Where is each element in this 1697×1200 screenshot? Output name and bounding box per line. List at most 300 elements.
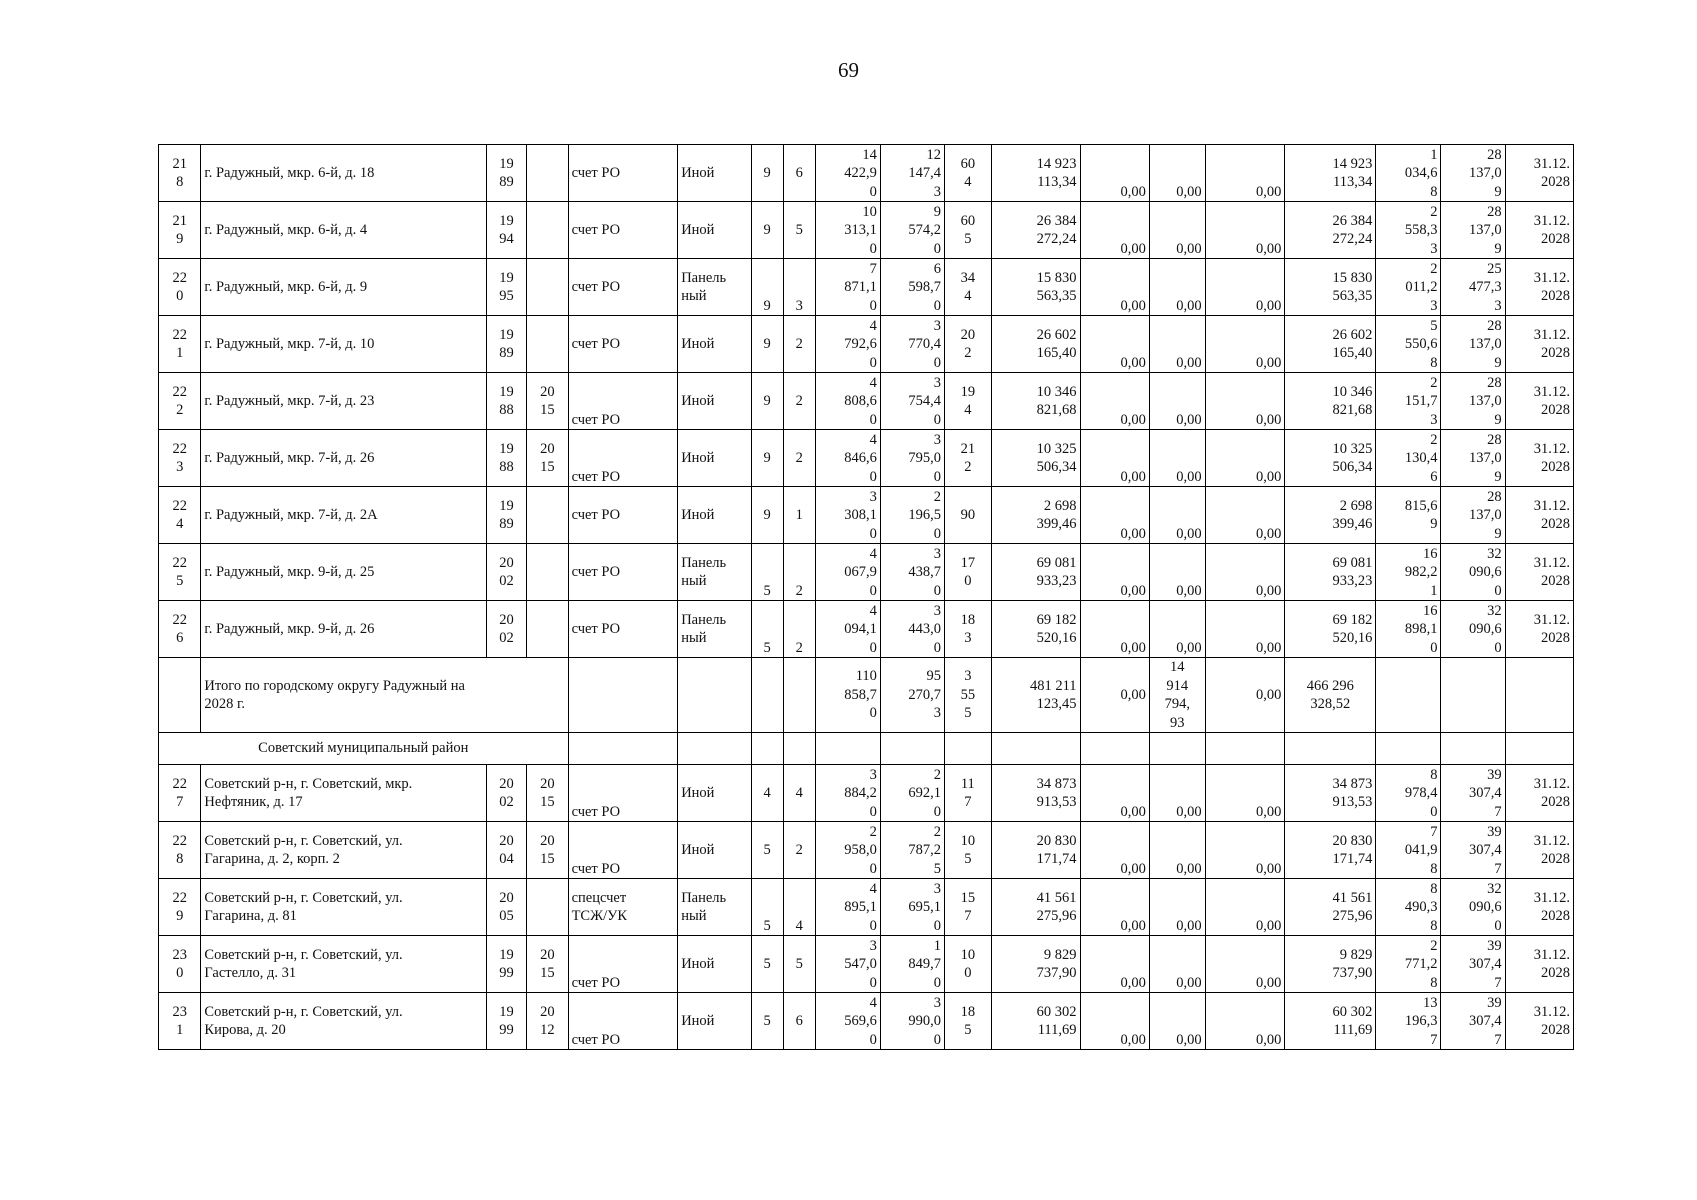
wall-material: Иной <box>678 202 751 259</box>
table-row <box>159 993 1574 1050</box>
completion-date: 31.12. 2028 <box>1505 601 1573 658</box>
funding-2: 0,00 <box>1149 145 1205 202</box>
funding-owners: 41 561 275,96 <box>1285 879 1376 936</box>
funding-1: 0,00 <box>1080 822 1149 879</box>
section-title: Советский муниципальный район <box>159 733 569 765</box>
area-living: 9 574,2 0 <box>880 202 944 259</box>
cost-total: 2 698 399,46 <box>991 487 1080 544</box>
area-living: 3 443,0 0 <box>880 601 944 658</box>
residents: 11 7 <box>945 765 992 822</box>
area-total: 4 846,6 0 <box>815 430 880 487</box>
unit-cost: 5 550,6 8 <box>1376 316 1441 373</box>
wall-material: Панель ный <box>678 879 751 936</box>
address: г. Радужный, мкр. 6-й, д. 4 <box>201 202 486 259</box>
area-living: 3 695,1 0 <box>880 879 944 936</box>
empty-cell <box>783 733 815 765</box>
funding-1: 0,00 <box>1080 544 1149 601</box>
row-number: 22 9 <box>159 879 201 936</box>
address: г. Радужный, мкр. 7-й, д. 2А <box>201 487 486 544</box>
year-built: 20 02 <box>486 601 526 658</box>
funding-1: 0,00 <box>1080 145 1149 202</box>
row-number: 23 0 <box>159 936 201 993</box>
empty-cell <box>568 658 678 733</box>
page-number: 69 <box>838 58 859 82</box>
unit-cost: 815,6 9 <box>1376 487 1441 544</box>
floors: 9 <box>751 430 783 487</box>
total-funding-2: 14 914 794, 93 <box>1149 658 1205 733</box>
funding-owners: 10 325 506,34 <box>1285 430 1376 487</box>
entrances: 2 <box>783 430 815 487</box>
floors: 9 <box>751 145 783 202</box>
area-living: 6 598,7 0 <box>880 259 944 316</box>
row-number: 21 8 <box>159 145 201 202</box>
entrances: 4 <box>783 879 815 936</box>
max-unit-cost: 28 137,0 9 <box>1441 145 1505 202</box>
funding-1: 0,00 <box>1080 879 1149 936</box>
empty-cell <box>880 733 944 765</box>
empty-cell <box>1441 733 1505 765</box>
max-unit-cost: 39 307,4 7 <box>1441 993 1505 1050</box>
area-total: 14 422,9 0 <box>815 145 880 202</box>
account-type: счет РО <box>568 822 678 879</box>
funding-3: 0,00 <box>1205 145 1285 202</box>
account-type: спецсчет ТСЖ/УК <box>568 879 678 936</box>
year-built: 19 88 <box>486 430 526 487</box>
row-number: 22 7 <box>159 765 201 822</box>
address: Советский р-н, г. Советский, ул. Гагарина, д. 2, корп. 2 <box>201 822 486 879</box>
entrances: 6 <box>783 145 815 202</box>
funding-3: 0,00 <box>1205 936 1285 993</box>
total-row <box>159 658 1574 733</box>
funding-owners: 26 602 165,40 <box>1285 316 1376 373</box>
funding-3: 0,00 <box>1205 316 1285 373</box>
area-total: 4 094,1 0 <box>815 601 880 658</box>
year-built: 19 94 <box>486 202 526 259</box>
year-built: 19 95 <box>486 259 526 316</box>
table-body-sovetsky <box>159 765 1574 1050</box>
empty-cell <box>751 733 783 765</box>
funding-owners: 9 829 737,90 <box>1285 936 1376 993</box>
year-built: 19 89 <box>486 487 526 544</box>
residents: 34 4 <box>945 259 992 316</box>
area-total: 4 808,6 0 <box>815 373 880 430</box>
unit-cost: 13 196,3 7 <box>1376 993 1441 1050</box>
unit-cost: 1 034,6 8 <box>1376 145 1441 202</box>
funding-owners: 34 873 913,53 <box>1285 765 1376 822</box>
funding-2: 0,00 <box>1149 993 1205 1050</box>
completion-date: 31.12. 2028 <box>1505 202 1573 259</box>
wall-material: Панель ный <box>678 601 751 658</box>
table-row <box>159 430 1574 487</box>
completion-date: 31.12. 2028 <box>1505 487 1573 544</box>
cost-total: 14 923 113,34 <box>991 145 1080 202</box>
funding-1: 0,00 <box>1080 202 1149 259</box>
funding-3: 0,00 <box>1205 430 1285 487</box>
area-total: 4 895,1 0 <box>815 879 880 936</box>
cost-total: 69 081 933,23 <box>991 544 1080 601</box>
empty-cell <box>1505 733 1573 765</box>
funding-2: 0,00 <box>1149 822 1205 879</box>
account-type: счет РО <box>568 601 678 658</box>
entrances: 2 <box>783 544 815 601</box>
floors: 9 <box>751 316 783 373</box>
unit-cost: 2 130,4 6 <box>1376 430 1441 487</box>
year-overhaul <box>527 601 568 658</box>
completion-date: 31.12. 2028 <box>1505 879 1573 936</box>
account-type: счет РО <box>568 259 678 316</box>
year-overhaul <box>527 145 568 202</box>
funding-2: 0,00 <box>1149 879 1205 936</box>
funding-3: 0,00 <box>1205 822 1285 879</box>
area-total: 4 067,9 0 <box>815 544 880 601</box>
account-type: счет РО <box>568 993 678 1050</box>
area-total: 3 884,2 0 <box>815 765 880 822</box>
completion-date: 31.12. 2028 <box>1505 430 1573 487</box>
funding-1: 0,00 <box>1080 765 1149 822</box>
cost-total: 60 302 111,69 <box>991 993 1080 1050</box>
max-unit-cost: 28 137,0 9 <box>1441 202 1505 259</box>
address: Советский р-н, г. Советский, мкр. Нефтяник, д. 17 <box>201 765 486 822</box>
max-unit-cost: 25 477,3 3 <box>1441 259 1505 316</box>
wall-material: Панель ный <box>678 544 751 601</box>
row-number: 22 2 <box>159 373 201 430</box>
cost-total: 26 384 272,24 <box>991 202 1080 259</box>
row-number: 22 0 <box>159 259 201 316</box>
area-living: 2 787,2 5 <box>880 822 944 879</box>
empty-cell <box>783 658 815 733</box>
wall-material: Иной <box>678 316 751 373</box>
area-total: 10 313,1 0 <box>815 202 880 259</box>
completion-date: 31.12. 2028 <box>1505 936 1573 993</box>
capital-repair-table <box>158 144 1574 1050</box>
wall-material: Иной <box>678 936 751 993</box>
funding-3: 0,00 <box>1205 544 1285 601</box>
floors: 9 <box>751 259 783 316</box>
funding-owners: 10 346 821,68 <box>1285 373 1376 430</box>
table-row <box>159 544 1574 601</box>
funding-owners: 20 830 171,74 <box>1285 822 1376 879</box>
row-number: 22 8 <box>159 822 201 879</box>
area-total: 2 958,0 0 <box>815 822 880 879</box>
area-living: 3 990,0 0 <box>880 993 944 1050</box>
funding-3: 0,00 <box>1205 487 1285 544</box>
floors: 9 <box>751 202 783 259</box>
funding-3: 0,00 <box>1205 879 1285 936</box>
entrances: 1 <box>783 487 815 544</box>
year-overhaul: 20 15 <box>527 765 568 822</box>
cost-total: 41 561 275,96 <box>991 879 1080 936</box>
account-type: счет РО <box>568 145 678 202</box>
year-overhaul: 20 12 <box>527 993 568 1050</box>
residents: 17 0 <box>945 544 992 601</box>
empty-cell <box>1376 733 1441 765</box>
account-type: счет РО <box>568 765 678 822</box>
max-unit-cost: 39 307,4 7 <box>1441 936 1505 993</box>
empty-cell <box>568 733 678 765</box>
funding-1: 0,00 <box>1080 259 1149 316</box>
total-funding-1: 0,00 <box>1080 658 1149 733</box>
empty-cell <box>1505 658 1573 733</box>
table-section-header <box>159 733 1574 765</box>
address: Советский р-н, г. Советский, ул. Кирова, д. 20 <box>201 993 486 1050</box>
table-row <box>159 487 1574 544</box>
floors: 5 <box>751 936 783 993</box>
entrances: 2 <box>783 316 815 373</box>
empty-cell <box>1080 733 1149 765</box>
area-living: 3 770,4 0 <box>880 316 944 373</box>
year-overhaul: 20 15 <box>527 936 568 993</box>
area-living: 1 849,7 0 <box>880 936 944 993</box>
unit-cost: 7 041,9 8 <box>1376 822 1441 879</box>
total-funding-3: 0,00 <box>1205 658 1285 733</box>
empty-cell <box>159 658 201 733</box>
max-unit-cost: 28 137,0 9 <box>1441 430 1505 487</box>
table-body-raduzhny <box>159 145 1574 658</box>
entrances: 5 <box>783 202 815 259</box>
residents: 19 4 <box>945 373 992 430</box>
area-living: 3 795,0 0 <box>880 430 944 487</box>
address: г. Радужный, мкр. 9-й, д. 25 <box>201 544 486 601</box>
funding-2: 0,00 <box>1149 373 1205 430</box>
total-area-total: 110 858,7 0 <box>815 658 880 733</box>
completion-date: 31.12. 2028 <box>1505 259 1573 316</box>
max-unit-cost: 28 137,0 9 <box>1441 373 1505 430</box>
year-overhaul <box>527 202 568 259</box>
address: Советский р-н, г. Советский, ул. Гастелло, д. 31 <box>201 936 486 993</box>
account-type: счет РО <box>568 202 678 259</box>
completion-date: 31.12. 2028 <box>1505 145 1573 202</box>
entrances: 4 <box>783 765 815 822</box>
residents: 90 <box>945 487 992 544</box>
year-overhaul: 20 15 <box>527 430 568 487</box>
funding-1: 0,00 <box>1080 316 1149 373</box>
funding-3: 0,00 <box>1205 259 1285 316</box>
year-overhaul <box>527 316 568 373</box>
funding-owners: 69 081 933,23 <box>1285 544 1376 601</box>
table-row <box>159 936 1574 993</box>
year-overhaul <box>527 259 568 316</box>
empty-cell <box>1441 658 1505 733</box>
year-built: 19 89 <box>486 145 526 202</box>
completion-date: 31.12. 2028 <box>1505 373 1573 430</box>
funding-1: 0,00 <box>1080 601 1149 658</box>
account-type: счет РО <box>568 487 678 544</box>
row-number: 22 6 <box>159 601 201 658</box>
account-type: счет РО <box>568 430 678 487</box>
unit-cost: 16 898,1 0 <box>1376 601 1441 658</box>
year-built: 20 02 <box>486 544 526 601</box>
cost-total: 69 182 520,16 <box>991 601 1080 658</box>
funding-2: 0,00 <box>1149 202 1205 259</box>
cost-total: 20 830 171,74 <box>991 822 1080 879</box>
funding-2: 0,00 <box>1149 316 1205 373</box>
empty-cell <box>1285 733 1376 765</box>
account-type: счет РО <box>568 936 678 993</box>
row-number: 23 1 <box>159 993 201 1050</box>
cost-total: 15 830 563,35 <box>991 259 1080 316</box>
year-built: 20 02 <box>486 765 526 822</box>
funding-owners: 15 830 563,35 <box>1285 259 1376 316</box>
max-unit-cost: 28 137,0 9 <box>1441 316 1505 373</box>
funding-1: 0,00 <box>1080 936 1149 993</box>
funding-owners: 69 182 520,16 <box>1285 601 1376 658</box>
table-row <box>159 259 1574 316</box>
residents: 10 0 <box>945 936 992 993</box>
area-living: 12 147,4 3 <box>880 145 944 202</box>
empty-cell <box>678 733 751 765</box>
completion-date: 31.12. 2028 <box>1505 822 1573 879</box>
empty-cell <box>1376 658 1441 733</box>
cost-total: 10 346 821,68 <box>991 373 1080 430</box>
area-living: 2 692,1 0 <box>880 765 944 822</box>
funding-owners: 26 384 272,24 <box>1285 202 1376 259</box>
funding-3: 0,00 <box>1205 373 1285 430</box>
area-total: 3 308,1 0 <box>815 487 880 544</box>
area-total: 4 569,6 0 <box>815 993 880 1050</box>
residents: 15 7 <box>945 879 992 936</box>
area-total: 7 871,1 0 <box>815 259 880 316</box>
empty-cell <box>751 658 783 733</box>
wall-material: Иной <box>678 145 751 202</box>
completion-date: 31.12. 2028 <box>1505 993 1573 1050</box>
completion-date: 31.12. 2028 <box>1505 544 1573 601</box>
area-living: 3 754,4 0 <box>880 373 944 430</box>
funding-3: 0,00 <box>1205 765 1285 822</box>
max-unit-cost: 39 307,4 7 <box>1441 765 1505 822</box>
empty-cell <box>815 733 880 765</box>
wall-material: Иной <box>678 822 751 879</box>
funding-2: 0,00 <box>1149 765 1205 822</box>
table-row <box>159 601 1574 658</box>
funding-1: 0,00 <box>1080 430 1149 487</box>
residents: 60 5 <box>945 202 992 259</box>
year-built: 19 88 <box>486 373 526 430</box>
funding-2: 0,00 <box>1149 601 1205 658</box>
entrances: 2 <box>783 373 815 430</box>
unit-cost: 2 011,2 3 <box>1376 259 1441 316</box>
table-row <box>159 316 1574 373</box>
entrances: 2 <box>783 601 815 658</box>
funding-1: 0,00 <box>1080 993 1149 1050</box>
year-built: 20 05 <box>486 879 526 936</box>
address: Советский р-н, г. Советский, ул. Гагарина, д. 81 <box>201 879 486 936</box>
total-area-living: 95 270,7 3 <box>880 658 944 733</box>
entrances: 3 <box>783 259 815 316</box>
funding-1: 0,00 <box>1080 487 1149 544</box>
cost-total: 26 602 165,40 <box>991 316 1080 373</box>
unit-cost: 8 490,3 8 <box>1376 879 1441 936</box>
row-number: 22 5 <box>159 544 201 601</box>
entrances: 5 <box>783 936 815 993</box>
cost-total: 34 873 913,53 <box>991 765 1080 822</box>
year-overhaul <box>527 487 568 544</box>
row-number: 21 9 <box>159 202 201 259</box>
completion-date: 31.12. 2028 <box>1505 316 1573 373</box>
unit-cost: 2 558,3 3 <box>1376 202 1441 259</box>
residents: 20 2 <box>945 316 992 373</box>
wall-material: Иной <box>678 993 751 1050</box>
account-type: счет РО <box>568 544 678 601</box>
table-row <box>159 373 1574 430</box>
address: г. Радужный, мкр. 7-й, д. 23 <box>201 373 486 430</box>
floors: 5 <box>751 544 783 601</box>
funding-3: 0,00 <box>1205 601 1285 658</box>
entrances: 6 <box>783 993 815 1050</box>
residents: 10 5 <box>945 822 992 879</box>
total-label: Итого по городскому округу Радужный на 2028 г. <box>201 658 568 733</box>
total-funding-owners: 466 296 328,52 <box>1285 658 1376 733</box>
wall-material: Иной <box>678 487 751 544</box>
floors: 5 <box>751 993 783 1050</box>
year-built: 19 89 <box>486 316 526 373</box>
max-unit-cost: 32 090,6 0 <box>1441 601 1505 658</box>
unit-cost: 16 982,2 1 <box>1376 544 1441 601</box>
year-overhaul <box>527 879 568 936</box>
row-number: 22 1 <box>159 316 201 373</box>
table-row <box>159 202 1574 259</box>
residents: 21 2 <box>945 430 992 487</box>
account-type: счет РО <box>568 373 678 430</box>
wall-material: Иной <box>678 430 751 487</box>
cost-total: 10 325 506,34 <box>991 430 1080 487</box>
floors: 5 <box>751 822 783 879</box>
funding-owners: 60 302 111,69 <box>1285 993 1376 1050</box>
funding-2: 0,00 <box>1149 544 1205 601</box>
funding-2: 0,00 <box>1149 936 1205 993</box>
wall-material: Иной <box>678 373 751 430</box>
entrances: 2 <box>783 822 815 879</box>
year-built: 19 99 <box>486 993 526 1050</box>
address: г. Радужный, мкр. 6-й, д. 18 <box>201 145 486 202</box>
cost-total: 9 829 737,90 <box>991 936 1080 993</box>
wall-material: Панель ный <box>678 259 751 316</box>
total-cost: 481 211 123,45 <box>991 658 1080 733</box>
table-total <box>159 658 1574 733</box>
table-row <box>159 879 1574 936</box>
row-number: 22 3 <box>159 430 201 487</box>
residents: 60 4 <box>945 145 992 202</box>
max-unit-cost: 32 090,6 0 <box>1441 544 1505 601</box>
floors: 4 <box>751 765 783 822</box>
funding-1: 0,00 <box>1080 373 1149 430</box>
residents: 18 5 <box>945 993 992 1050</box>
wall-material: Иной <box>678 765 751 822</box>
year-overhaul <box>527 544 568 601</box>
empty-cell <box>1149 733 1205 765</box>
section-row <box>159 733 1574 765</box>
year-overhaul: 20 15 <box>527 373 568 430</box>
area-living: 2 196,5 0 <box>880 487 944 544</box>
unit-cost: 2 771,2 8 <box>1376 936 1441 993</box>
year-overhaul: 20 15 <box>527 822 568 879</box>
account-type: счет РО <box>568 316 678 373</box>
table-row <box>159 765 1574 822</box>
empty-cell <box>991 733 1080 765</box>
floors: 9 <box>751 487 783 544</box>
funding-owners: 2 698 399,46 <box>1285 487 1376 544</box>
floors: 9 <box>751 373 783 430</box>
funding-2: 0,00 <box>1149 430 1205 487</box>
funding-3: 0,00 <box>1205 993 1285 1050</box>
table-row <box>159 822 1574 879</box>
empty-cell <box>678 658 751 733</box>
address: г. Радужный, мкр. 6-й, д. 9 <box>201 259 486 316</box>
row-number: 22 4 <box>159 487 201 544</box>
table-row <box>159 145 1574 202</box>
unit-cost: 8 978,4 0 <box>1376 765 1441 822</box>
floors: 5 <box>751 879 783 936</box>
max-unit-cost: 32 090,6 0 <box>1441 879 1505 936</box>
